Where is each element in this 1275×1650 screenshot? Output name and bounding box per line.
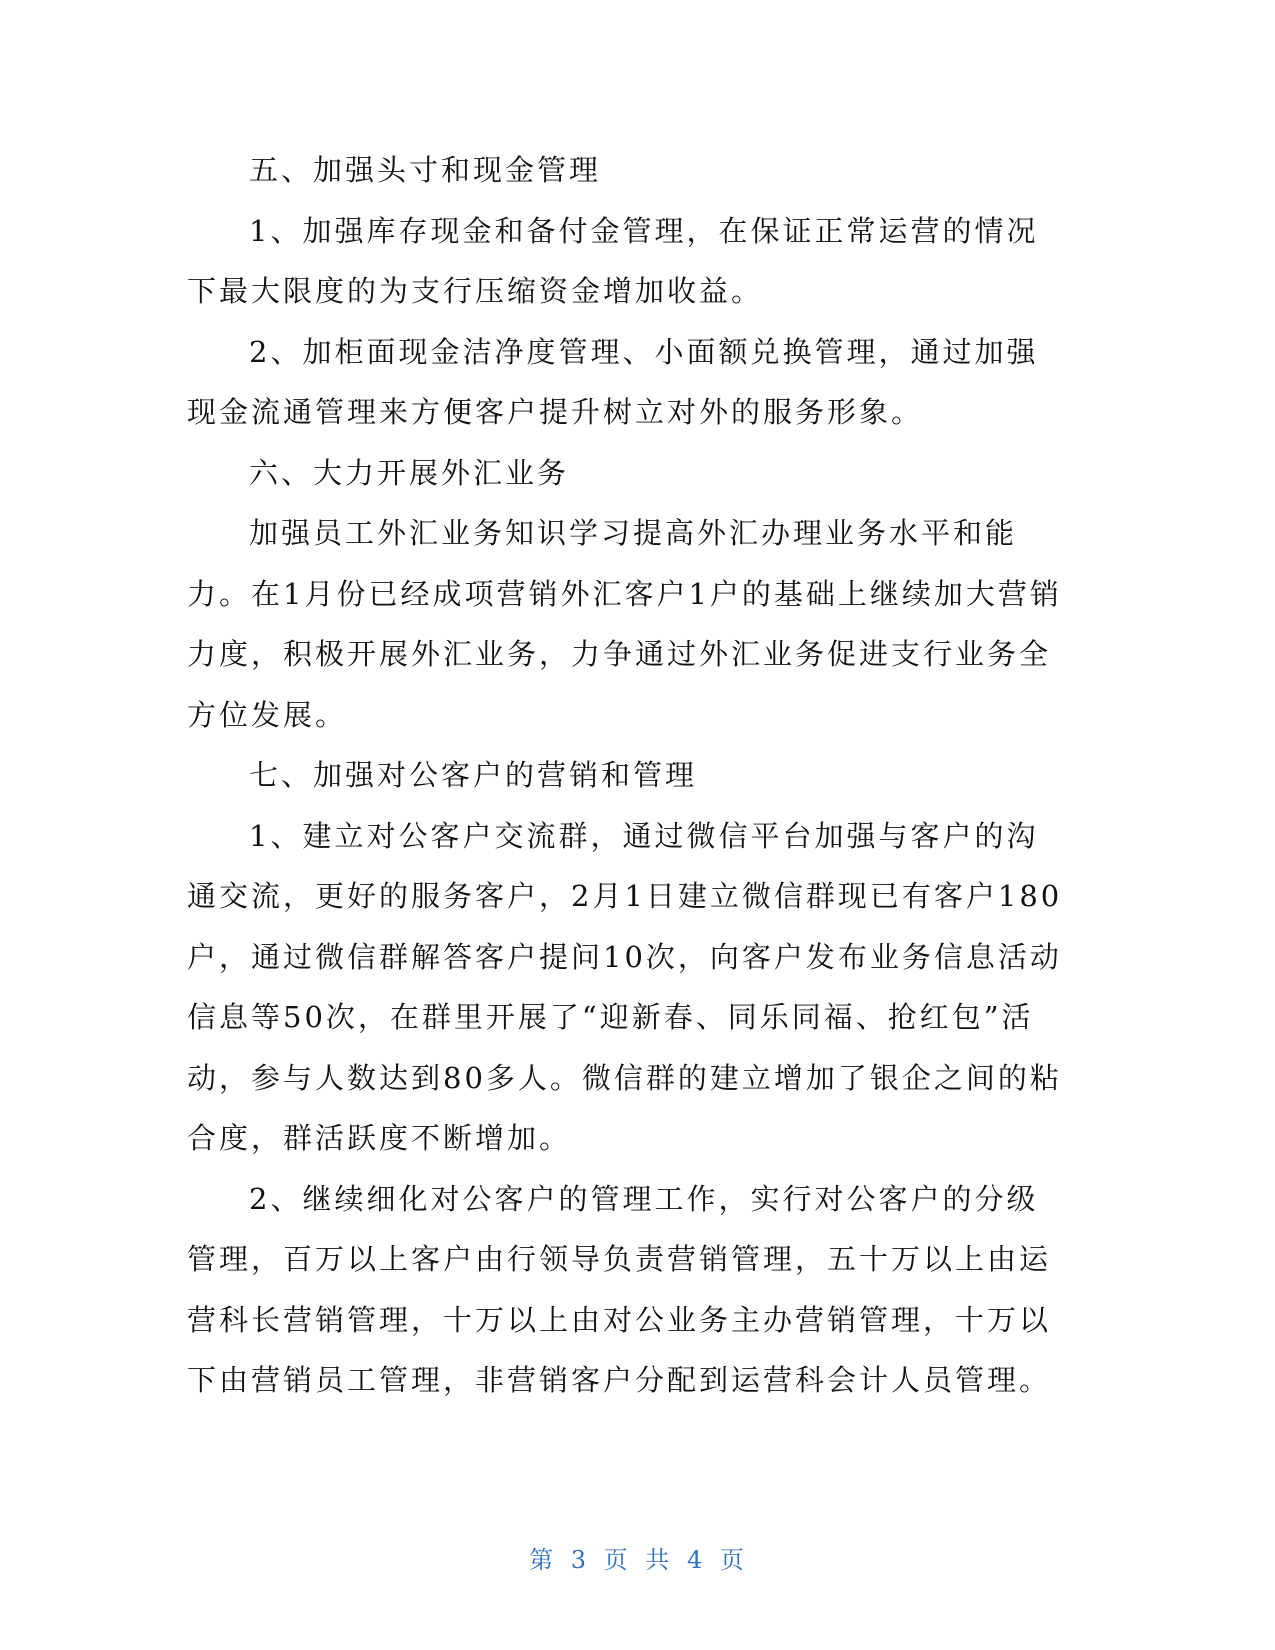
paragraph-7-1: 1、建立对公客户交流群，通过微信平台加强与客户的沟通交流，更好的服务客户，2月1日建立微信群现已有客户180户，通过微信群解答客户提问10次，向客户发布业务信息活动信息等50次，在群里开展了“迎新春、同乐同福、抢红包”活动，参与人数达到80多人。微信群的建立增加了银企之间的粘合度，群活跃度不断增加。 — [187, 818, 1063, 1155]
section-heading-6: 六、大力开展外汇业务 — [249, 455, 570, 490]
page-number-footer: 第 3 页 共 4 页 — [529, 1546, 746, 1574]
paragraph-5-1: 1、加强库存现金和备付金管理，在保证正常运营的情况下最大限度的为支行压缩资金增加收益。 — [187, 213, 1039, 308]
section-heading-5: 五、加强头寸和现金管理 — [249, 153, 602, 187]
paragraph-5-2: 2、加柜面现金洁净度管理、小面额兑换管理，通过加强现金流通管理来方便客户提升树立对外的服务形象。 — [187, 334, 1039, 429]
section-heading-7: 七、加强对公客户的营销和管理 — [249, 758, 698, 792]
document-body — [187, 140, 1067, 1411]
paragraph-7-2: 2、继续细化对公客户的管理工作，实行对公客户的分级管理，百万以上客户由行领导负责营销管理，五十万以上由运营科长营销管理，十万以上由对公业务主办营销管理，十万以下由营销员工管理，非营销客户分配到运营科会计人员管理。 — [187, 1181, 1052, 1397]
paragraph-6-1: 加强员工外汇业务知识学习提高外汇办理业务水平和能力。在1月份已经成项营销外汇客户1户的基础上继续加大营销力度，积极开展外汇业务，力争通过外汇业务促进支行业务全方位发展。 — [187, 516, 1062, 732]
